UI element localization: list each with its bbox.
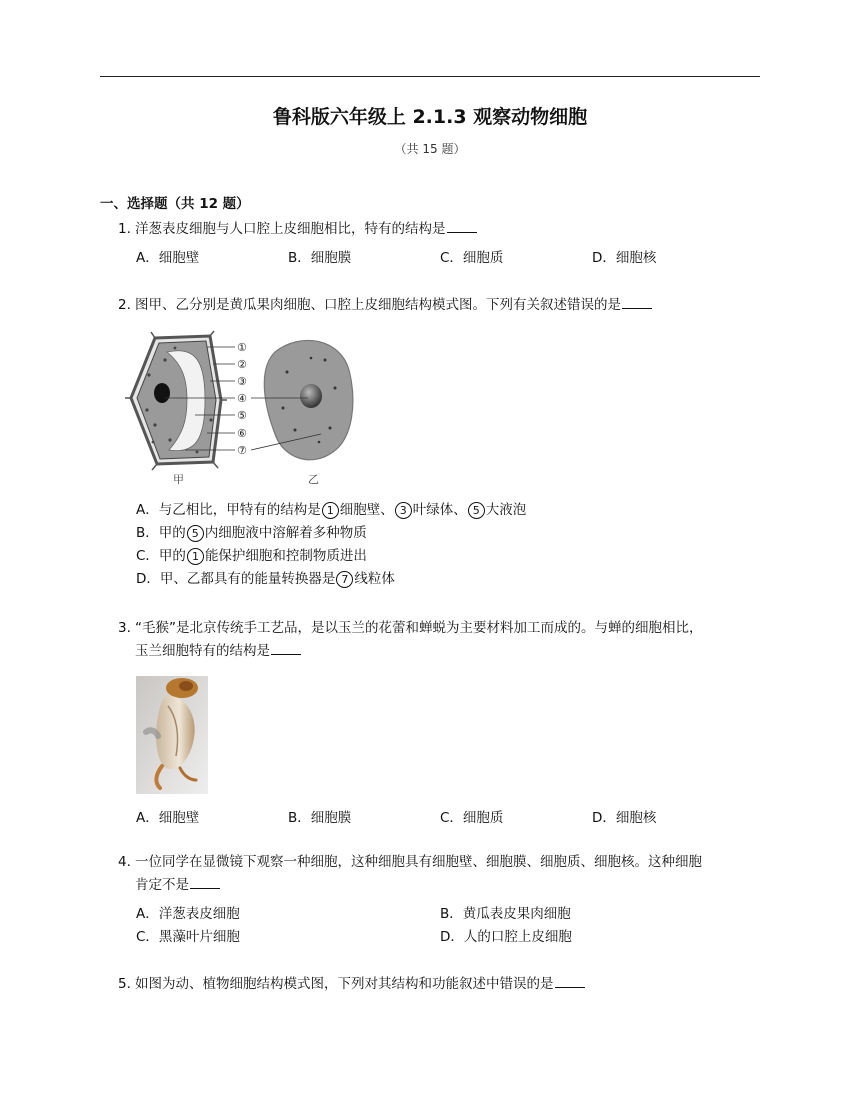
- option-d[interactable]: D．细胞核: [592, 810, 657, 826]
- answer-blank[interactable]: [555, 973, 585, 988]
- maohou-photo: [136, 676, 208, 794]
- question-stem: 洋葱表皮细胞与人口腔上皮细胞相比，特有的结构是: [135, 221, 446, 237]
- circled-number: 7: [336, 571, 353, 588]
- figure-caption-yi: 乙: [308, 473, 319, 486]
- option-a[interactable]: A．细胞壁: [136, 250, 200, 266]
- question-number: 2.: [118, 297, 131, 313]
- option-b[interactable]: B．细胞膜: [288, 810, 352, 826]
- question-stem: 如图为动、植物细胞结构模式图，下列对其结构和功能叙述中错误的是: [135, 976, 554, 992]
- question-number: 3.: [118, 620, 131, 636]
- option-d[interactable]: D．细胞核: [592, 250, 657, 266]
- figure-label-2: ②: [237, 358, 247, 371]
- question-3: [118, 617, 763, 663]
- option-c[interactable]: C．细胞质: [440, 250, 504, 266]
- option-a[interactable]: A．细胞壁: [136, 810, 200, 826]
- question-stem-line2: 玉兰细胞特有的结构是: [135, 643, 270, 659]
- option-c[interactable]: C．黑藻叶片细胞: [136, 929, 240, 945]
- figure-label-4: ④: [237, 392, 247, 405]
- cell-structure-figure: [125, 330, 365, 490]
- question-number: 5.: [118, 976, 131, 992]
- question-stem-line2: 肯定不是: [135, 877, 189, 893]
- question-stem-line1: 一位同学在显微镜下观察一种细胞，这种细胞具有细胞壁、细胞膜、细胞质、细胞核。这种细胞: [135, 854, 702, 870]
- top-rule: [100, 76, 760, 77]
- question-1: [118, 218, 763, 241]
- option-c[interactable]: C．细胞质: [440, 810, 504, 826]
- question-stem-line1: “毛猴”是北京传统手工艺品，是以玉兰的花蕾和蝉蜕为主要材料加工而成的。与蝉的细胞相比，: [135, 620, 703, 636]
- option-b[interactable]: B．黄瓜表皮果肉细胞: [440, 906, 571, 922]
- animal-cell-diagram: [251, 340, 353, 459]
- question-5: [118, 973, 763, 996]
- option-b[interactable]: B．甲的 5 内细胞液中溶解着多种物质: [136, 525, 367, 541]
- circled-number: 3: [395, 502, 412, 519]
- circled-number: 1: [187, 548, 204, 565]
- page-subtitle: （共 15 题）: [394, 142, 466, 156]
- question-2: [118, 294, 763, 317]
- figure-label-1: ①: [237, 341, 247, 354]
- question-4-options: [136, 903, 756, 949]
- answer-blank[interactable]: [190, 874, 220, 889]
- page-title: 鲁科版六年级上 2.1.3 观察动物细胞: [272, 106, 588, 128]
- option-b[interactable]: B．细胞膜: [288, 250, 352, 266]
- question-number: 1.: [118, 221, 131, 237]
- answer-blank[interactable]: [622, 294, 652, 309]
- section-heading: 一、选择题（共 12 题）: [100, 196, 250, 212]
- circled-number: 1: [322, 502, 339, 519]
- option-d[interactable]: D．人的口腔上皮细胞: [440, 929, 572, 945]
- option-a[interactable]: A．与乙相比，甲特有的结构是 1 细胞壁、 3 叶绿体、 5 大液泡: [136, 502, 527, 518]
- plant-cell-diagram: [125, 331, 227, 470]
- option-c[interactable]: C．甲的 1 能保护细胞和控制物质进出: [136, 548, 367, 564]
- option-d[interactable]: D．甲、乙都具有的能量转换器是 7 线粒体: [136, 571, 395, 587]
- answer-blank[interactable]: [271, 640, 301, 655]
- question-2-options: [136, 499, 756, 591]
- figure-label-6: ⑥: [237, 427, 247, 440]
- question-number: 4.: [118, 854, 131, 870]
- figure-label-3: ③: [237, 375, 247, 388]
- question-stem: 图甲、乙分别是黄瓜果肉细胞、口腔上皮细胞结构模式图。下列有关叙述错误的是: [135, 297, 621, 313]
- circled-number: 5: [187, 525, 204, 542]
- figure-label-5: ⑤: [237, 409, 247, 422]
- figure-label-7: ⑦: [237, 444, 247, 457]
- circled-number: 5: [468, 502, 485, 519]
- answer-blank[interactable]: [447, 218, 477, 233]
- option-a[interactable]: A．洋葱表皮细胞: [136, 906, 240, 922]
- figure-caption-jia: 甲: [173, 473, 184, 486]
- question-4: [118, 851, 763, 897]
